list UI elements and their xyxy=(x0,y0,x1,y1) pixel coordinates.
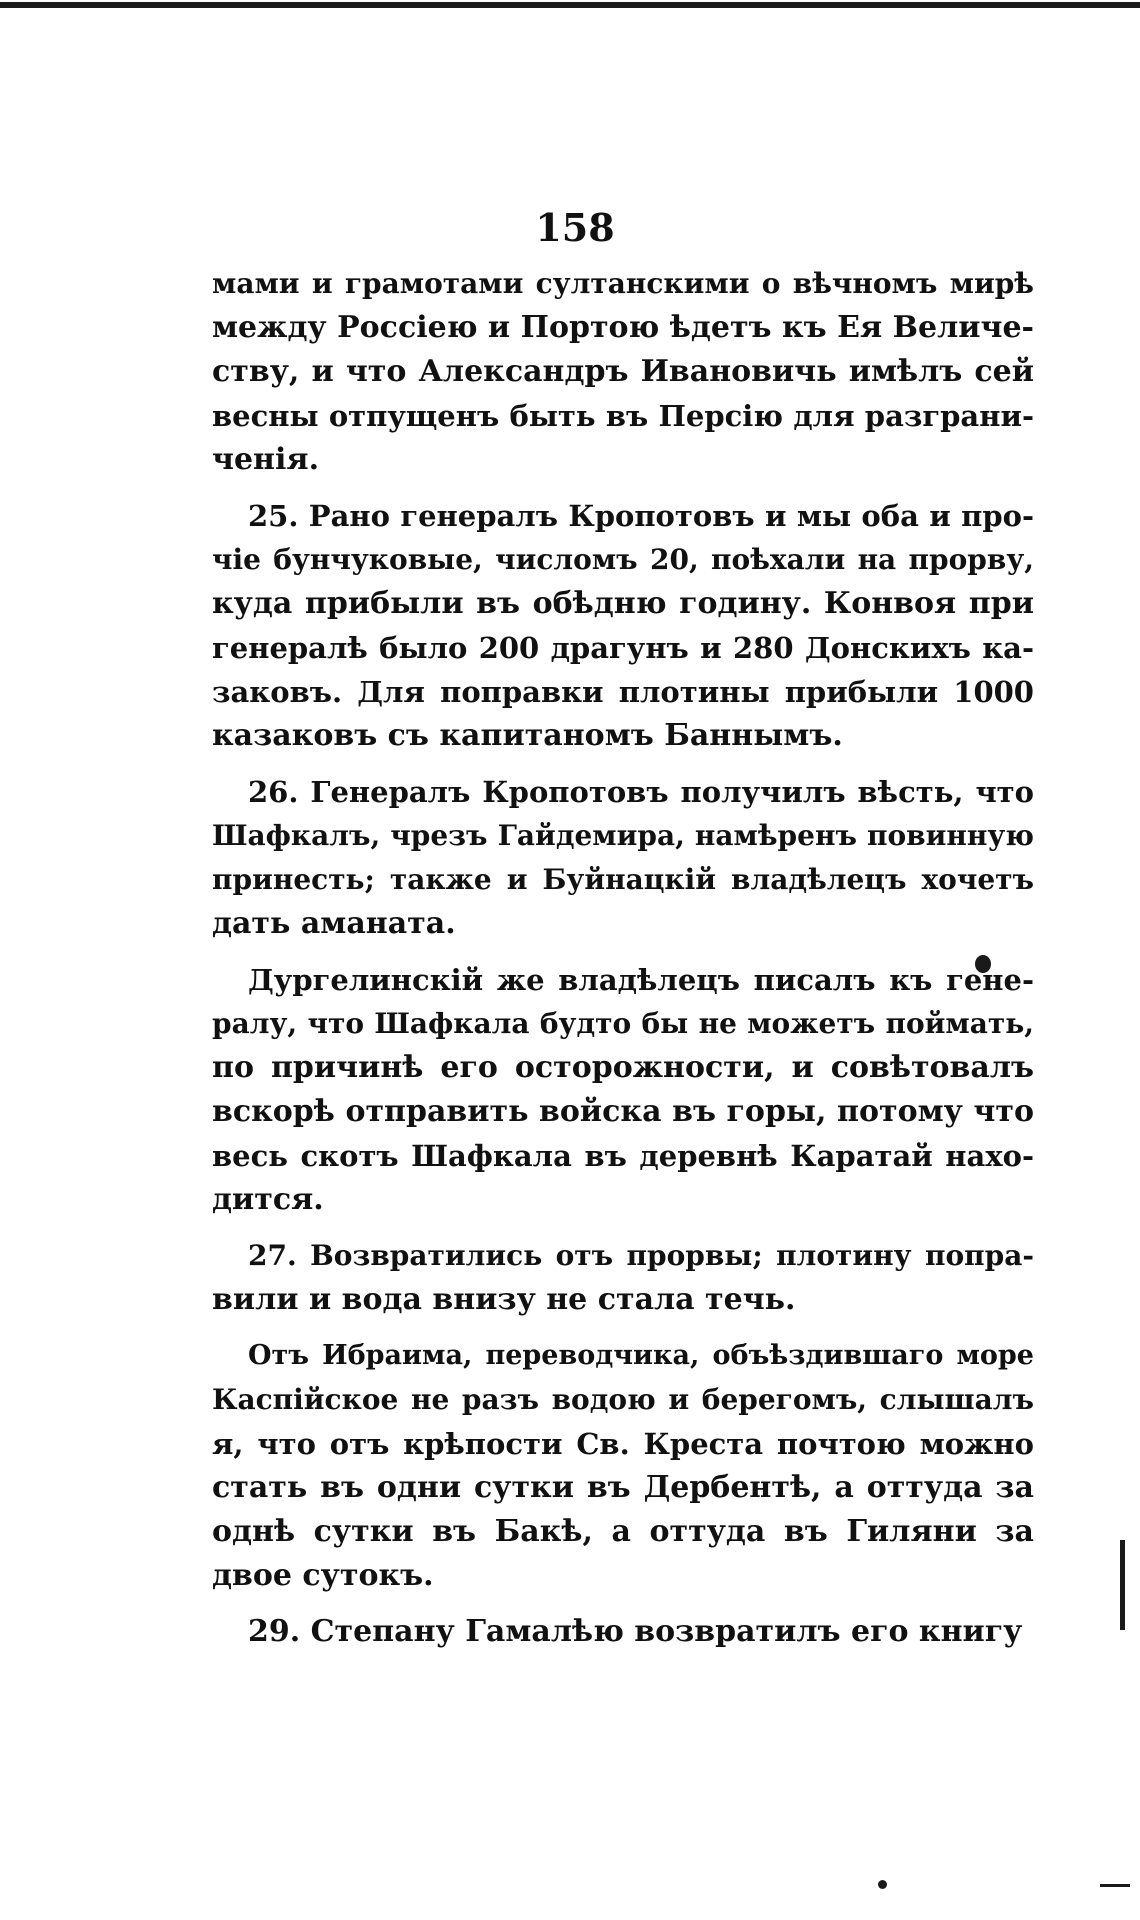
text-line: заковъ. Для поправки плотины прибыли 1000 xyxy=(212,675,1034,709)
scan-margin-mark xyxy=(1120,1540,1125,1630)
text-line: казаковъ съ капитаномъ Баннымъ. xyxy=(212,718,843,753)
ink-dot xyxy=(878,1880,887,1889)
paragraph-gap xyxy=(212,1222,1034,1234)
text-line: Дургелинскій же владѣлецъ писалъ къ гене- xyxy=(248,963,1034,997)
text-line: ченія. xyxy=(212,442,320,477)
text-line: стать въ одни сутки въ Дербентѣ, а оттуда за xyxy=(212,1470,1034,1505)
text-line: ству, и что Александръ Ивановичь имѣлъ сей xyxy=(212,354,1034,389)
text-line: дится. xyxy=(212,1182,324,1217)
text-line: весны отпущенъ быть въ Персію для разграни- xyxy=(212,399,1034,433)
text-line: 26. Генералъ Кропотовъ получилъ вѣсть, что xyxy=(248,775,1034,809)
body-text xyxy=(212,262,1034,1654)
text-line: куда прибыли въ обѣдню годину. Конвоя при xyxy=(212,586,1034,621)
text-line: Отъ Ибраима, переводчика, объѣздившаго море xyxy=(248,1340,1034,1371)
paragraph-gap xyxy=(212,758,1034,770)
paragraph-gap xyxy=(212,946,1034,958)
text-line: дать аманата. xyxy=(212,906,456,941)
text-line: чіе бунчуковые, числомъ 20, поѣхали на прорву, xyxy=(212,543,1034,576)
text-line: Каспійское не разъ водою и берегомъ, слышалъ xyxy=(212,1383,1034,1416)
text-line: весь скотъ Шафкала въ деревнѣ Каратай нахо- xyxy=(212,1139,1034,1173)
text-line: Шафкалъ, чрезъ Гайдемира, намѣренъ повинную xyxy=(212,819,1034,852)
text-line: двое сутокъ. xyxy=(212,1558,434,1593)
paragraph-gap xyxy=(212,482,1034,494)
text-line: ралу, что Шафкала будто бы не можетъ поймать, xyxy=(212,1007,1034,1040)
text-line: однѣ сутки въ Бакѣ, а оттуда въ Гиляни за xyxy=(212,1514,1034,1549)
paragraph-gap xyxy=(212,1322,1034,1334)
text-line: генералѣ было 200 драгунъ и 280 Донскихъ ка- xyxy=(212,631,1034,665)
paragraph-gap xyxy=(212,1598,1034,1610)
text-line: 27. Возвратились отъ прорвы; плотину попра- xyxy=(248,1239,1034,1272)
text-line: мами и грамотами султанскими о вѣчномъ мирѣ xyxy=(212,267,1034,300)
page-number: 158 xyxy=(535,205,615,250)
scan-edge-rule xyxy=(0,2,1140,8)
text-line: по причинѣ его осторожности, и совѣтовалъ xyxy=(212,1050,1034,1085)
text-line: 25. Рано генералъ Кропотовъ и мы оба и про- xyxy=(248,499,1034,533)
scan-dash-mark xyxy=(1100,1884,1130,1887)
text-line: 29. Степану Гамалѣю возвратилъ его книгу xyxy=(248,1614,1023,1649)
text-line: вили и вода внизу не стала течь. xyxy=(212,1282,796,1317)
text-line: вскорѣ отправить войска въ горы, потому что xyxy=(212,1094,1034,1129)
text-line: между Россіею и Портою ѣдетъ къ Ея Величе- xyxy=(212,310,1034,345)
text-line: принесть; также и Буйнацкій владѣлецъ хочетъ xyxy=(212,863,1034,896)
text-line: я, что отъ крѣпости Св. Креста почтою можно xyxy=(212,1427,1034,1461)
